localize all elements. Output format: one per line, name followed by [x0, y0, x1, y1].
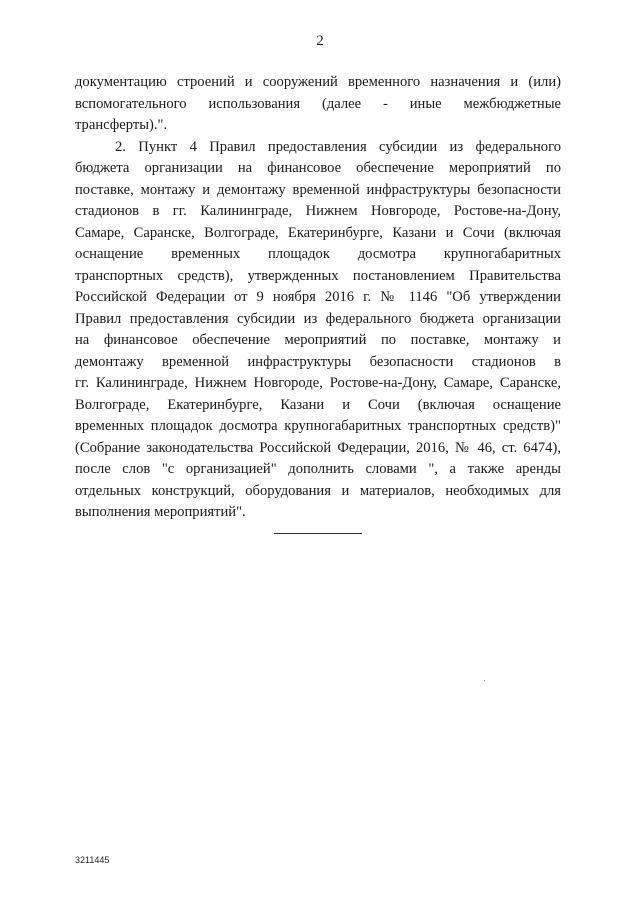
text-line: оснащение временных площадок досмотра крупногабаритных [75, 246, 561, 262]
text-line: документацию строений и сооружений временного назначения и (или) [75, 74, 561, 90]
text-line: (Собрание законодательства Российской Федерации, 2016, № 46, ст. 6474), [75, 439, 561, 456]
scan-speck [484, 680, 485, 681]
separator-line [274, 533, 362, 534]
document-code: 3211445 [75, 855, 110, 865]
text-line: гг. Калининграде, Нижнем Новгороде, Ростове-на-Дону, Самаре, Саранске, [75, 375, 561, 391]
body-text [75, 72, 561, 524]
text-line: отдельных конструкций, оборудования и материалов, необходимых для [75, 482, 561, 499]
text-line: поставке, монтажу и демонтажу временной инфраструктуры безопасности [75, 181, 561, 198]
text-line: временных площадок досмотра крупногабаритных транспортных средств)" [75, 418, 561, 434]
text-line: после слов "с организацией" дополнить словами ", а также аренды [75, 461, 561, 477]
text-line: Волгограде, Екатеринбурге, Казани и Сочи (включая оснащение [75, 396, 561, 413]
text-line: транспортных средств), утвержденных постановлением Правительства [75, 267, 561, 284]
text-line: трансферты).". [75, 117, 168, 133]
text-line: Самаре, Саранске, Волгограде, Екатеринбурге, Казани и Сочи (включая [75, 224, 561, 241]
text-line: выполнения мероприятий". [75, 504, 246, 520]
text-line: демонтажу временной инфраструктуры безопасности стадионов в [75, 353, 561, 370]
text-line: стадионов в гг. Калининграде, Нижнем Новгороде, Ростове-на-Дону, [75, 203, 561, 219]
text-line: 2. Пункт 4 Правил предоставления субсидии из федерального [115, 138, 561, 155]
page-number: 2 [316, 33, 324, 49]
text-line: вспомогательного использования (далее - иные межбюджетные [75, 95, 561, 112]
text-line: Правил предоставления субсидии из федерального бюджета организации [75, 310, 561, 327]
text-line: бюджета организации на финансовое обеспечение мероприятий по [75, 160, 561, 176]
text-line: на финансовое обеспечение мероприятий по поставке, монтажу и [75, 332, 561, 348]
text-line: Российской Федерации от 9 ноября 2016 г. № 1146 "Об утверждении [75, 289, 561, 305]
